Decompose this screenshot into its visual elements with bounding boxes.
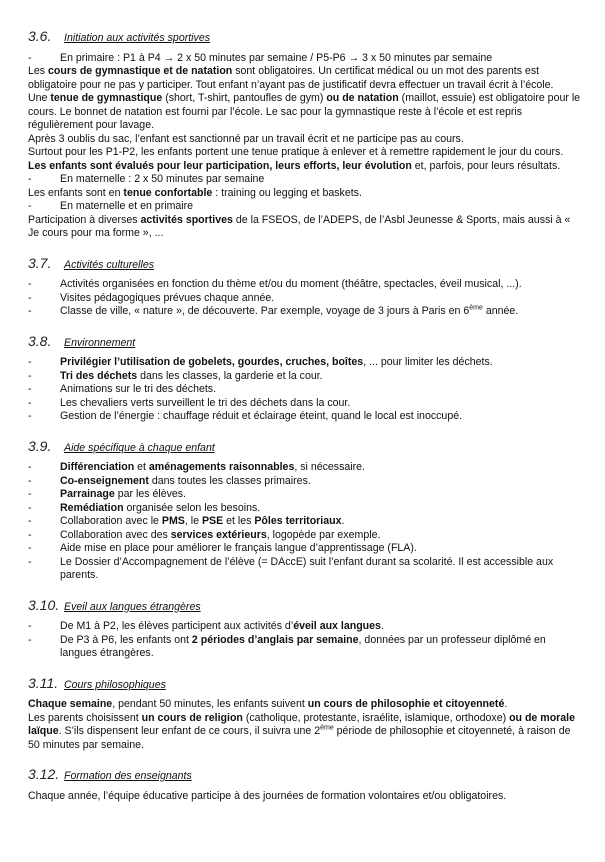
section-3-11 <box>28 674 584 753</box>
list-item: - Tri des déchets dans les classes, la garderie et la cour. <box>28 369 323 382</box>
list-item: - Le Dossier d’Accompagnement de l’élève (= DAccE) suit l’enfant durant sa scolarité. Il est accessible aux parents. <box>28 555 554 581</box>
paragraph: Chaque année, l’équipe éducative participe à des journées de formation volontaires et/ou obligatoires. <box>28 789 507 802</box>
list-item: - Visites pédagogiques prévues chaque année. <box>28 291 275 304</box>
section-heading <box>28 596 584 615</box>
list-item: - Co-enseignement dans toutes les classes primaires. <box>28 474 311 487</box>
list-item: - Activités organisées en fonction du thème et/ou du moment (théâtre, spectacles, éveil musical, ...). <box>28 278 522 290</box>
list-item: - Animations sur le tri des déchets. <box>28 383 217 395</box>
section-heading <box>28 30 584 46</box>
section-3-6 <box>28 30 584 241</box>
list-item: - Les chevaliers verts surveillent le tri des déchets dans la cour. <box>28 396 351 409</box>
section-number: 3.9. <box>28 437 52 454</box>
section-3-8 <box>28 332 584 424</box>
section-heading <box>28 254 584 273</box>
list-item: - Classe de ville, « nature », de découverte. Par exemple, voyage de 3 jours à Paris en 6ème année. <box>28 304 519 317</box>
section-heading <box>28 437 584 456</box>
list-item: - En maternelle : 2 x 50 minutes par semaine <box>28 173 265 185</box>
section-title: Environnement <box>64 336 136 349</box>
section-3-7 <box>28 254 584 319</box>
section-heading <box>28 768 584 784</box>
list-item: - En maternelle et en primaire <box>28 200 194 212</box>
section-title: Aide spécifique à chaque enfant <box>64 441 215 454</box>
section-number: 3.8. <box>28 332 52 349</box>
list-item: - Différenciation et aménagements raisonnables, si nécessaire. <box>28 461 365 473</box>
section-number: 3.6. <box>28 28 52 44</box>
list-item: - Collaboration avec le PMS, le PSE et les Pôles territoriaux. <box>28 515 345 527</box>
paragraph: Les cours de gymnastique et de natation sont obligatoires. Un certificat médical ou un mot des parents est obligatoire pour ne pas y participer. Tout enfant n’ayant pas de justificatif devra effectuer un travail écrit à l’école. <box>28 65 554 91</box>
paragraph: Surtout pour les P1-P2, les enfants portent une tenue pratique à enlever et à remettre rapidement le jour du cours. <box>28 146 564 158</box>
list-item: - Collaboration avec des services extérieurs, logopède par exemple. <box>28 528 381 541</box>
section-heading <box>28 674 584 693</box>
list-item: - Aide mise en place pour améliorer le français langue d’apprentissage (FLA). <box>28 542 417 554</box>
paragraph: Les enfants sont en tenue confortable : training ou legging et baskets. <box>28 186 362 199</box>
list-item: - Parrainage par les élèves. <box>28 488 187 500</box>
section-number: 3.7. <box>28 254 52 271</box>
paragraph: Chaque semaine, pendant 50 minutes, les enfants suivent un cours de philosophie et citoyenneté. <box>28 698 508 710</box>
list-item: - De M1 à P2, les élèves participent aux activités d’éveil aux langues. <box>28 620 384 632</box>
section-3-10 <box>28 596 584 661</box>
paragraph: Participation à diverses activités sportives de la FSEOS, de l’ADEPS, de l’Asbl Jeunesse & Sports, mais aussi à « Je cours pour ma forme », ... <box>28 213 571 239</box>
section-heading <box>28 332 584 351</box>
section-title: Cours philosophiques <box>64 678 166 691</box>
section-3-12 <box>28 768 584 803</box>
section-title: Eveil aux langues étrangères <box>64 600 201 613</box>
section-title: Formation des enseignants <box>64 770 192 782</box>
list-item: - Gestion de l’énergie : chauffage réduit et éclairage éteint, quand le local est inoccupé. <box>28 410 463 422</box>
document-page <box>28 30 584 803</box>
list-item: - En primaire : P1 à P4 → 2 x 50 minutes par semaine / P5-P6 → 3 x 50 minutes par semaine <box>28 51 493 64</box>
section-title: Activités culturelles <box>64 258 155 271</box>
section-number: 3.11. <box>28 674 59 691</box>
section-3-9 <box>28 437 584 583</box>
section-title: Initiation aux activités sportives <box>64 32 211 44</box>
section-number: 3.12. <box>28 766 60 782</box>
paragraph: Les parents choisissent un cours de religion (catholique, protestante, israélite, islamique, orthodoxe) ou de morale laïque. S’ils dispensent leur enfant de ce cours, il suivra une 2ème période de philosophie et citoyenneté, à raison de 50 minutes par semaine. <box>28 711 576 751</box>
paragraph: Après 3 oublis du sac, l’enfant est sanctionné par un travail écrit et ne participe pas au cours. <box>28 132 464 145</box>
section-number: 3.10. <box>28 596 60 613</box>
paragraph: Les enfants sont évalués pour leur participation, leurs efforts, leur évolution et, parfois, pour leurs résultats. <box>28 159 561 172</box>
list-item: - Privilégier l’utilisation de gobelets, gourdes, cruches, boîtes, ... pour limiter les déchets. <box>28 356 493 368</box>
paragraph: Une tenue de gymnastique (short, T-shirt, pantoufles de gym) ou de natation (maillot, essuie) est obligatoire pour le cours. Le bonnet de natation est fourni par l’école. Le sac pour la gymnastique reste à l’école et est repris régulièrement pour lavage. <box>28 92 581 131</box>
list-item: - Remédiation organisée selon les besoins. <box>28 501 261 514</box>
list-item: - De P3 à P6, les enfants ont 2 périodes d’anglais par semaine, données par un professeur diplômé en langues étrangères. <box>28 633 546 659</box>
